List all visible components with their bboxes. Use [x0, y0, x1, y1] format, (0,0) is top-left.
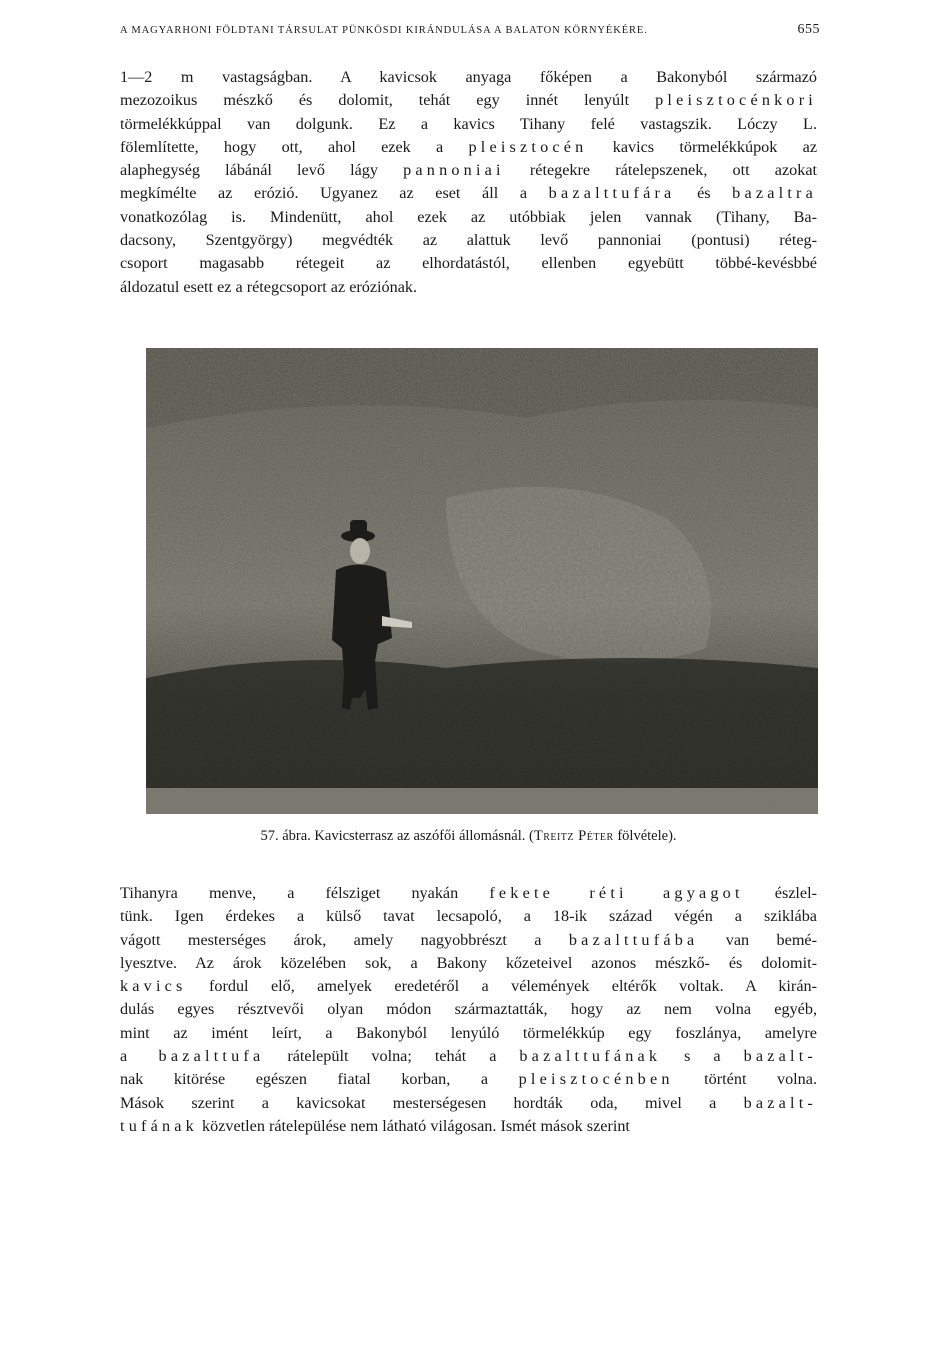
figure-caption [120, 828, 817, 845]
spaced-emphasis: bazalttufára [548, 184, 676, 203]
text-line: tufának közvetlen rátelepülése nem látható világosan. Ismét mások szerint [120, 1116, 630, 1135]
spaced-emphasis: a bazalttufa [120, 1047, 265, 1066]
page-number: 655 [797, 22, 820, 37]
spaced-emphasis: bazalt- [743, 1047, 817, 1066]
text-line: alaphegység lábánál levő lágy pannoniai rétegekre rátelepszenek, ott azokat [120, 161, 817, 180]
text-line: megkímélte az erózió. Ugyanez az eset áll a bazalttufára és bazaltra [120, 184, 817, 203]
text-line: csoport magasabb rétegeit az elhordatástól, ellenben egyebütt többé-kevésbbé [120, 254, 817, 273]
text-line: lyesztve. Az árok közelében sok, a Bakony kőzeteivel azonos mészkő- és dolomit- [120, 953, 817, 972]
text-line: Mások szerint a kavicsokat mesterségesen hordták oda, mivel a bazalt- [120, 1093, 817, 1112]
text-line: a bazalttufa rátelepült volna; tehát a bazalttufának s a bazalt- [120, 1047, 817, 1066]
text-line: tünk. Igen érdekes a külső tavat lecsapoló, a 18-ik század végén a sziklába [120, 907, 817, 926]
gravel-terrace-photo [146, 348, 818, 814]
spaced-emphasis: bazaltra [732, 184, 817, 203]
spaced-emphasis: kavics [120, 977, 187, 996]
spaced-emphasis: tufának [120, 1116, 198, 1135]
caption-author: Treitz Péter [533, 828, 614, 844]
spaced-emphasis: pleisztocén [468, 137, 588, 156]
spaced-emphasis: bazalt- [743, 1093, 817, 1112]
text-line: mint az imént leírt, a Bakonyból lenyúló törmelékkúp egy foszlánya, amelyre [120, 1023, 817, 1042]
spaced-emphasis: pleisztocénkori [655, 91, 817, 110]
text-line: mezozoikus mészkő és dolomit, tehát egy innét lenyúlt pleisztocénkori [120, 91, 817, 110]
spaced-emphasis: pleisztocénben [518, 1070, 674, 1089]
text-line: nak kitörése egészen fiatal korban, a pleisztocénben történt volna. [120, 1070, 818, 1089]
text-line: kavics fordul elő, amelyek eredetéről a vélemények eltérők voltak. A kirán- [120, 977, 817, 996]
spaced-emphasis: fekete réti agyagot [489, 884, 744, 902]
paragraph-1 [120, 66, 817, 299]
spaced-emphasis: pannoniai [403, 161, 505, 180]
text-line: dulás egyes résztvevői olyan módon származtatták, hogy az nem volna egyéb, [120, 1000, 817, 1019]
caption-suffix: fölvétele). [613, 828, 677, 844]
spaced-emphasis: bazalttufába [568, 930, 699, 949]
text-line: 1—2 m vastagságban. A kavicsok anyaga főképen a Bakonyból származó [120, 68, 817, 86]
text-line: dacsony, Szentgyörgy) megvédték az alattuk levő pannoniai (pontusi) réteg- [120, 231, 817, 250]
paragraph-2 [120, 882, 817, 1138]
text-line: vonatkozólag is. Mindenütt, ahol ezek az utóbbiak jelen vannak (Tihany, Ba- [120, 207, 817, 226]
text-line: vágott mesterséges árok, amely nagyobbrészt a bazalttufába van bemé- [120, 930, 817, 949]
caption-text: 57. ábra. Kavicsterrasz az aszófői állomásnál. ( [260, 828, 534, 844]
spaced-emphasis: bazalttufának [519, 1047, 662, 1066]
text-line: áldozatul esett ez a rétegcsoport az eróziónak. [120, 277, 418, 296]
text-line: törmelékkúppal van dolgunk. Ez a kavics Tihany felé vastagszik. Lóczy L. [120, 114, 817, 133]
text-line: fölemlítette, hogy ott, ahol ezek a pleisztocén kavics törmelékkúpok az [120, 137, 818, 156]
running-header [120, 22, 820, 38]
running-title: A MAGYARHONI FÖLDTANI TÁRSULAT PÜNKÖSDI KIRÁNDULÁSA A BALATON KÖRNYÉKÉRE. [120, 25, 648, 36]
figure-photograph [146, 348, 818, 814]
text-line: Tihanyra menve, a félsziget nyakán fekete réti agyagot észlel- [120, 884, 817, 902]
